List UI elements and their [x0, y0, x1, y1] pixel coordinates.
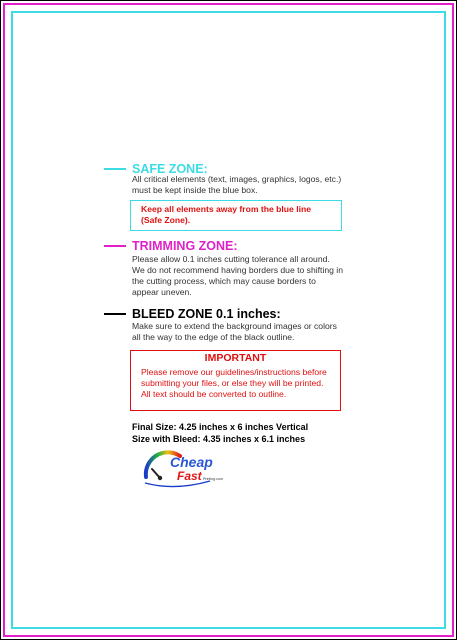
bleed-zone-rule [104, 313, 126, 315]
trimming-zone-line: Please allow 0.1 inches cutting tolerance all around. [132, 254, 330, 264]
bleed-zone-line: Make sure to extend the background images or colors [132, 321, 337, 331]
trimming-zone-heading-text: TRIMMING ZONE: [132, 239, 238, 253]
trimming-zone-text [132, 254, 343, 298]
bleed-zone-heading-text: BLEED ZONE 0.1 inches: [132, 307, 281, 321]
size-info [132, 421, 308, 445]
safe-zone-note-box [130, 200, 342, 231]
important-box [130, 350, 341, 411]
safe-zone-rule [104, 168, 126, 170]
bleed-zone-text [132, 321, 337, 343]
safe-zone-line: must be kept inside the blue box. [132, 185, 258, 195]
trimming-zone-rule [104, 245, 126, 247]
logo-word-printing: Printing.com [203, 477, 223, 481]
important-title: IMPORTANT [204, 352, 267, 364]
bleed-size: Size with Bleed: 4.35 inches x 6.1 inches [132, 434, 306, 444]
final-size: Final Size: 4.25 inches x 6 inches Vertical [132, 422, 309, 432]
bleed-zone-line: all the way to the edge of the black outline. [132, 332, 295, 342]
safe-zone-line: All critical elements (text, images, graphics, logos, etc.) [132, 174, 342, 184]
safe-zone-text [132, 174, 341, 196]
important-line: submitting your files, or else they will be printed. [141, 378, 324, 388]
bleed-zone-heading [104, 307, 281, 321]
safe-zone-note-line: (Safe Zone). [141, 215, 191, 225]
important-line: All text should be converted to outline. [141, 389, 287, 399]
safe-zone-note-line: Keep all elements away from the blue line [141, 204, 312, 214]
logo-word-cheap: Cheap [170, 454, 213, 470]
trimming-zone-line: We do not recommend having borders due to shifting in [132, 265, 343, 275]
trimming-zone-line: the cutting process, which may cause borders to [132, 276, 316, 286]
important-line: Please remove our guidelines/instructions before [141, 367, 327, 377]
cheap-fast-printing-logo [140, 447, 240, 491]
needle-hub [158, 476, 162, 480]
important-text [131, 367, 340, 400]
logo-word-fast: Fast [177, 469, 202, 483]
trimming-zone-line: appear uneven. [132, 287, 192, 297]
trimming-zone-heading [104, 239, 238, 253]
safe-zone-heading-text: SAFE ZONE: [132, 162, 208, 176]
